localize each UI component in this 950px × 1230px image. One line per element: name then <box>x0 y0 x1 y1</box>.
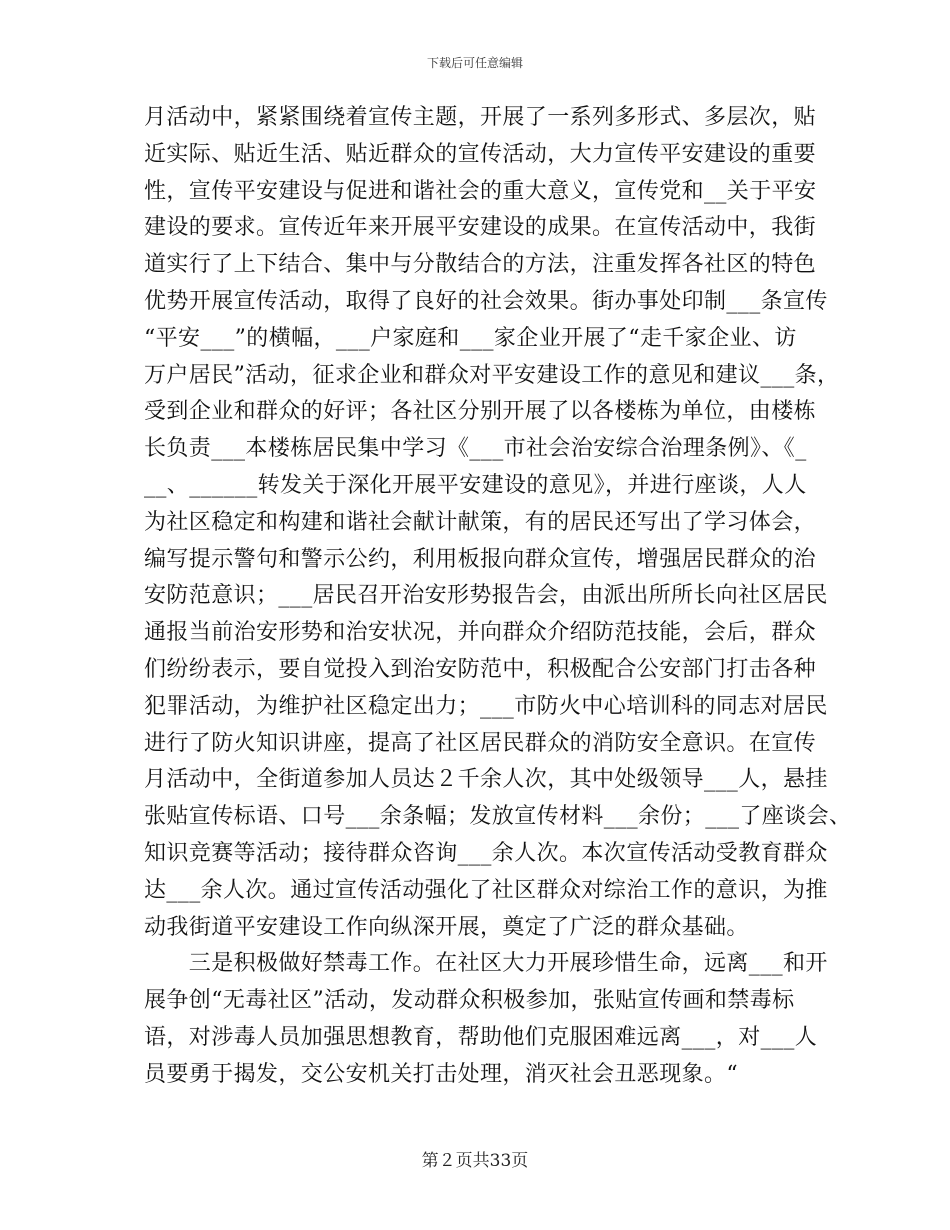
text-line: 们纷纷表示，要自觉投入到治安防范中，积极配合公安部门打击各种 <box>144 656 817 682</box>
page-number: 第２页共33页 <box>421 1151 529 1171</box>
text-line: 万户居民”活动，征求企业和群众对平安建设工作的意见和建议___条， <box>144 362 840 388</box>
text-line: 达___余人次。通过宣传活动强化了社区群众对综治工作的意识，为推 <box>144 877 828 903</box>
text-line: 受到企业和群众的好评；各社区分别开展了以各楼栋为单位，由楼栋 <box>144 399 817 425</box>
text-line: “平安___”的横幅，___户家庭和___家企业开展了“走千家企业、访 <box>144 325 797 351</box>
text-line: 为社区稳定和构建和谐社会献计献策，有的居民还写出了学习体会， <box>144 509 817 535</box>
page-header-note: 下载后可任意编辑 <box>426 56 523 70</box>
text-line: 三是积极做好禁毒工作。在社区大力开展珍惜生命，远离___和开 <box>144 951 828 977</box>
text-line: 性，宣传平安建设与促进和谐社会的重大意义，宣传党和__关于平安 <box>144 178 817 204</box>
text-line: 展争创“无毒社区”活动，发动群众积极参加，张贴宣传画和禁毒标 <box>144 988 795 1014</box>
text-line: 安防范意识；___居民召开治安形势报告会，由派出所所长向社区居民 <box>144 583 828 609</box>
text-line: 优势开展宣传活动，取得了良好的社会效果。街办事处印制___条宣传 <box>144 288 828 314</box>
text-line: 进行了防火知识讲座，提高了社区居民群众的消防安全意识。在宣传 <box>144 730 817 756</box>
text-line: 知识竞赛等活动；接待群众咨询___余人次。本次宣传活动受教育群众 <box>144 840 828 866</box>
paragraph-2 <box>144 946 828 1093</box>
text-line: __、______转发关于深化开展平安建设的意见》，并进行座谈，人人 <box>144 472 807 498</box>
text-line: 近实际、贴近生活、贴近群众的宣传活动，大力宣传平安建设的重要 <box>144 141 817 167</box>
text-line: 建设的要求。宣传近年来开展平安建设的成果。在宣传活动中，我街 <box>144 215 817 241</box>
text-line: 张贴宣传标语、口号___余条幅；发放宣传材料___余份；___了座谈会、 <box>144 804 852 830</box>
text-line: 月活动中，全街道参加人员达２千余人次，其中处级领导___人，悬挂 <box>144 767 828 793</box>
text-line: 犯罪活动，为维护社区稳定出力；___市防火中心培训科的同志对居民 <box>144 693 828 719</box>
text-line: 通报当前治安形势和治安状况，并向群众介绍防范技能，会后，群众 <box>144 620 817 646</box>
text-line: 动我街道平安建设工作向纵深开展，奠定了广泛的群众基础。 <box>144 914 749 940</box>
document-body <box>144 100 852 1094</box>
text-line: 道实行了上下结合、集中与分散结合的方法，注重发挥各社区的特色 <box>144 252 817 278</box>
paragraph-1 <box>144 100 852 946</box>
text-line: 语，对涉毒人员加强思想教育，帮助他们克服困难远离___，对___人 <box>144 1024 818 1050</box>
text-line: 月活动中，紧紧围绕着宣传主题，开展了一系列多形式、多层次，贴 <box>144 105 817 130</box>
text-line: 长负责___本楼栋居民集中学习《___市社会治安综合治理条例》、《_ <box>144 436 807 462</box>
text-line: 编写提示警句和警示公约，利用板报向群众宣传，增强居民群众的治 <box>144 546 817 572</box>
text-line: 员要勇于揭发，交公安机关打击处理，消灭社会丑恶现象。“ <box>144 1061 739 1087</box>
